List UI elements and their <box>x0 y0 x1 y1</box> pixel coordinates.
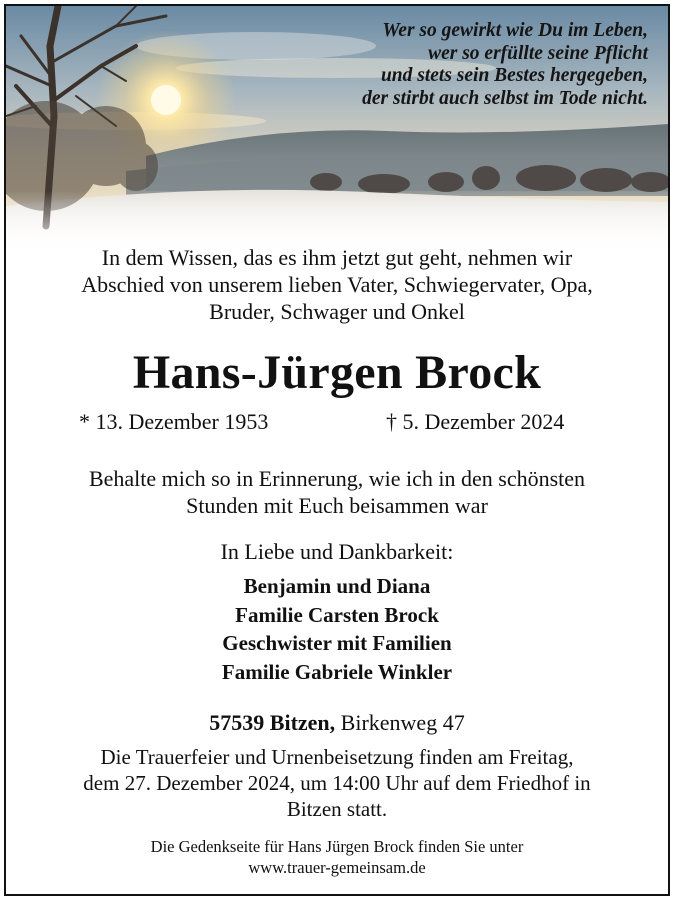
life-dates <box>6 408 668 440</box>
mourners-list <box>6 572 668 686</box>
ceremony-line: dem 27. Dezember 2024, um 14:00 Uhr auf dem Friedhof in <box>83 771 591 795</box>
postal-city: 57539 Bitzen, <box>209 710 336 735</box>
intro-text <box>6 244 668 325</box>
winter-landscape-image <box>6 6 668 256</box>
memorial-url[interactable]: www.trauer-gemeinsam.de <box>248 858 426 877</box>
poem-verse <box>362 20 648 110</box>
mourning-address <box>6 709 668 737</box>
deceased-name: Hans-Jürgen Brock <box>132 346 542 399</box>
poem-line: wer so erfüllte seine Pflicht <box>428 42 648 64</box>
intro-line: Abschied von unserem lieben Vater, Schwiegervater, Opa, <box>81 272 593 297</box>
memory-line: Stunden mit Euch beisammen war <box>186 493 488 518</box>
memory-line: Behalte mich so in Erinnerung, wie ich in den schönsten <box>88 466 586 491</box>
memorial-page-info <box>6 836 668 878</box>
poem-line: der stirbt auch selbst im Tode nicht. <box>362 87 648 109</box>
mourner-name: Familie Carsten Brock <box>235 602 439 627</box>
street: Birkenweg 47 <box>340 710 465 735</box>
ceremony-info <box>6 744 668 822</box>
mourner-name: Benjamin und Diana <box>243 574 431 598</box>
memory-quote <box>6 465 668 519</box>
poem-line: Wer so gewirkt wie Du im Leben, <box>382 20 648 41</box>
intro-line: Bruder, Schwager und Onkel <box>209 299 465 324</box>
ceremony-line: Bitzen statt. <box>286 797 388 821</box>
obituary-frame <box>4 4 670 896</box>
birth-date: * 13. Dezember 1953 <box>79 409 269 434</box>
thanks-label: In Liebe und Dankbarkeit: <box>220 539 454 564</box>
death-date: † 5. Dezember 2024 <box>386 409 565 434</box>
poem-line: und stets sein Bestes hergegeben, <box>380 65 648 86</box>
mourner-name: Familie Gabriele Winkler <box>221 659 453 684</box>
ceremony-line: Die Trauerfeier und Urnenbeisetzung finden am Freitag, <box>100 745 574 769</box>
mourner-name: Geschwister mit Familien <box>222 631 452 655</box>
intro-line: In dem Wissen, das es ihm jetzt gut geht, nehmen wir <box>101 245 573 270</box>
memorial-line: Die Gedenkseite für Hans Jürgen Brock finden Sie unter <box>150 837 524 856</box>
